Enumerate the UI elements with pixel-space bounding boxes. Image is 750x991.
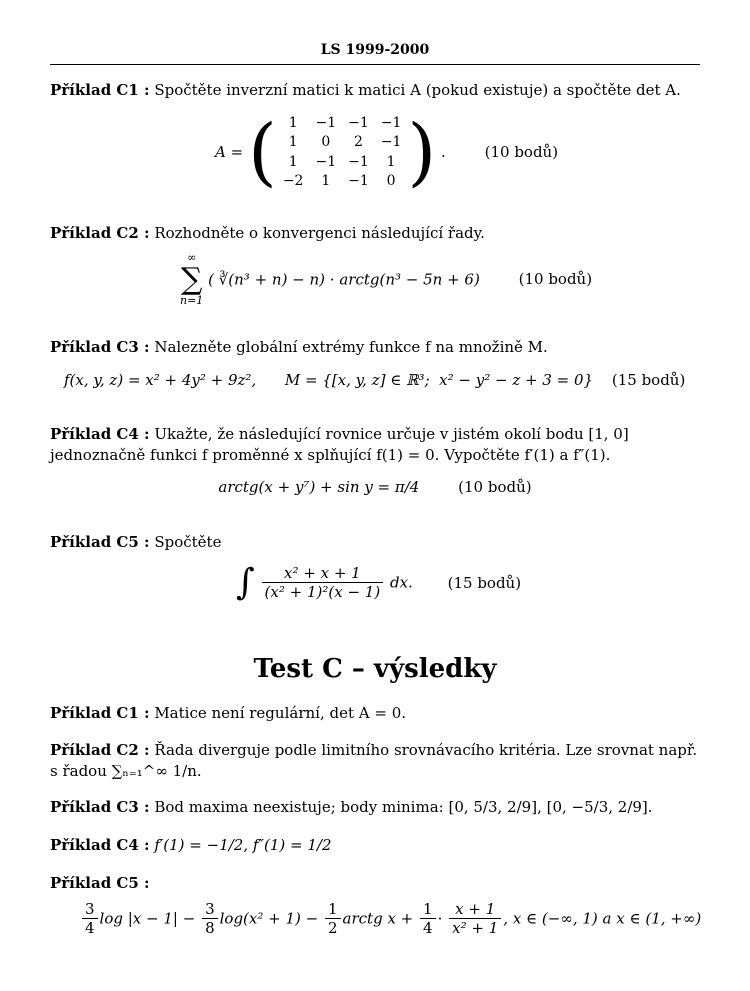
integrand-fraction [262, 564, 384, 601]
problem-c1 [50, 80, 700, 101]
problem-c4 [50, 424, 700, 466]
points: (10 bodů) [484, 143, 559, 161]
fraction-1-4 [420, 900, 436, 937]
matrix-cell: 1 [288, 153, 298, 170]
c5-result-formula [80, 900, 701, 937]
result-text: Matice není regulární, det A = 0. [154, 704, 407, 722]
problem-label: Příklad C1 : [50, 81, 150, 99]
c4-formula: arctg(x + y⁷) + sin y = π/4 [218, 478, 420, 496]
c3-formula: f(x, y, z) = x² + 4y² + 9z², M = {[x, y, z] ∈ ℝ³; x² − y² − z + 3 = 0} [64, 371, 594, 389]
problem-text: Spočtěte inverzní matici k matici A (pokud existuje) a spočtěte det A. [154, 81, 681, 99]
term-4: · [437, 909, 443, 928]
term-1: log |x − 1| − [99, 909, 196, 928]
page-header: LS 1999-2000 [320, 42, 430, 58]
header-rule [50, 64, 700, 65]
matrix-cell: 1 [386, 153, 396, 170]
sum-bottom: n=1 [180, 294, 204, 308]
sum-top: ∞ [187, 251, 197, 264]
matrix-cell: 2 [353, 134, 363, 151]
result-c4 [50, 835, 700, 856]
fraction-numerator: 1 [420, 900, 436, 919]
result-c5 [50, 873, 700, 894]
matrix-cell: 1 [321, 173, 331, 190]
matrix-cell: −2 [282, 173, 304, 190]
integrand-denominator: (x² + 1)²(x − 1) [264, 583, 381, 601]
fraction-denominator: 4 [423, 919, 433, 937]
problem-text: Ukažte, že následující rovnice určuje v jistém okolí bodu [1, 0] jednoznačně funkci f proměnné x splňující f(1) = 0. Vypočtěte f′(1) a f″(1). [50, 425, 629, 464]
matrix-row [277, 133, 408, 153]
matrix-cell: 0 [386, 173, 396, 190]
term-2: log(x² + 1) − [219, 909, 319, 928]
result-label: Příklad C5 : [50, 874, 150, 892]
matrix-cell: −1 [348, 153, 369, 170]
problem-label: Příklad C2 : [50, 224, 150, 242]
matrix-row [277, 172, 408, 192]
result-label: Příklad C2 : [50, 741, 150, 759]
matrix-cell: −1 [380, 134, 402, 151]
problem-c5 [50, 532, 700, 553]
matrix-equation [215, 109, 559, 195]
result-label: Příklad C3 : [50, 798, 150, 816]
series-equation [180, 252, 592, 307]
matrix-cell: 1 [288, 134, 298, 151]
matrix-cell: −1 [380, 114, 402, 131]
extrema-equation [64, 371, 685, 389]
matrix-cell: 1 [288, 114, 298, 131]
implicit-equation [0, 478, 750, 496]
fraction-x-plus-1 [449, 900, 501, 937]
results-title: Test C – výsledky [253, 654, 497, 684]
points: (10 bodů) [518, 270, 593, 289]
fraction-3-8 [202, 900, 218, 937]
matrix-cell: 0 [321, 134, 331, 151]
term-3: arctg x + [342, 909, 414, 928]
fraction-numerator: 3 [202, 900, 218, 919]
problem-text: Rozhodněte o konvergenci následující řady. [154, 224, 485, 242]
matrix-row [277, 113, 408, 133]
term-5: , x ∈ (−∞, 1) a x ∈ (1, +∞) [503, 909, 702, 928]
fraction-denominator: 2 [328, 919, 338, 937]
fraction-numerator: x + 1 [449, 900, 501, 919]
series-term: ( ∛(n³ + n) − n) · arctg(n³ − 5n + 6) [208, 270, 480, 289]
result-text: f′(1) = −1/2, f″(1) = 1/2 [154, 836, 332, 854]
matrix-cell: −1 [348, 173, 369, 190]
integral-equation [236, 562, 521, 603]
matrix-cell: −1 [315, 114, 337, 131]
sigma-icon: ∑ [180, 261, 203, 297]
fraction-denominator: x² + 1 [452, 919, 499, 937]
sum-symbol [180, 252, 203, 307]
matrix-cell: −1 [348, 114, 369, 131]
problem-c2 [50, 223, 700, 244]
integral-icon: ∫ [236, 562, 255, 603]
problem-label: Příklad C5 : [50, 533, 150, 551]
fraction-numerator: 3 [82, 900, 98, 919]
result-text: Řada diverguje podle limitního srovnávacího kritéria. Lze srovnat např. s řadou ∑ₙ₌₁^∞ 1/n. [50, 741, 698, 780]
points: (15 bodů) [447, 573, 522, 592]
problem-label: Příklad C4 : [50, 425, 150, 443]
problem-label: Příklad C3 : [50, 338, 150, 356]
fraction-1-2 [325, 900, 341, 937]
fraction-denominator: 4 [85, 919, 95, 937]
matrix-table [277, 113, 408, 191]
matrix-row [277, 152, 408, 172]
integral-dx: dx. [389, 573, 413, 592]
result-label: Příklad C4 : [50, 836, 150, 854]
result-label: Příklad C1 : [50, 704, 150, 722]
fraction-denominator: 8 [205, 919, 215, 937]
result-c1 [50, 703, 700, 724]
problem-text: Nalezněte globální extrémy funkce f na množině M. [154, 338, 548, 356]
points: (10 bodů) [458, 478, 532, 496]
matrix-cell: −1 [315, 153, 337, 170]
result-c3 [50, 797, 700, 818]
fraction-3-4 [82, 900, 98, 937]
points: (15 bodů) [611, 371, 686, 389]
fraction-numerator: 1 [325, 900, 341, 919]
matrix-rhs: . [441, 143, 446, 161]
result-text: Bod maxima neexistuje; body minima: [0, 5/3, 2/9], [0, −5/3, 2/9]. [154, 798, 653, 816]
right-paren: ) [407, 109, 437, 195]
problem-text: Spočtěte [154, 533, 222, 551]
integrand-numerator: x² + x + 1 [262, 564, 384, 583]
problem-c3 [50, 337, 700, 358]
left-paren: ( [247, 109, 277, 195]
result-c2 [50, 740, 700, 782]
matrix-lhs: A = [215, 143, 244, 161]
